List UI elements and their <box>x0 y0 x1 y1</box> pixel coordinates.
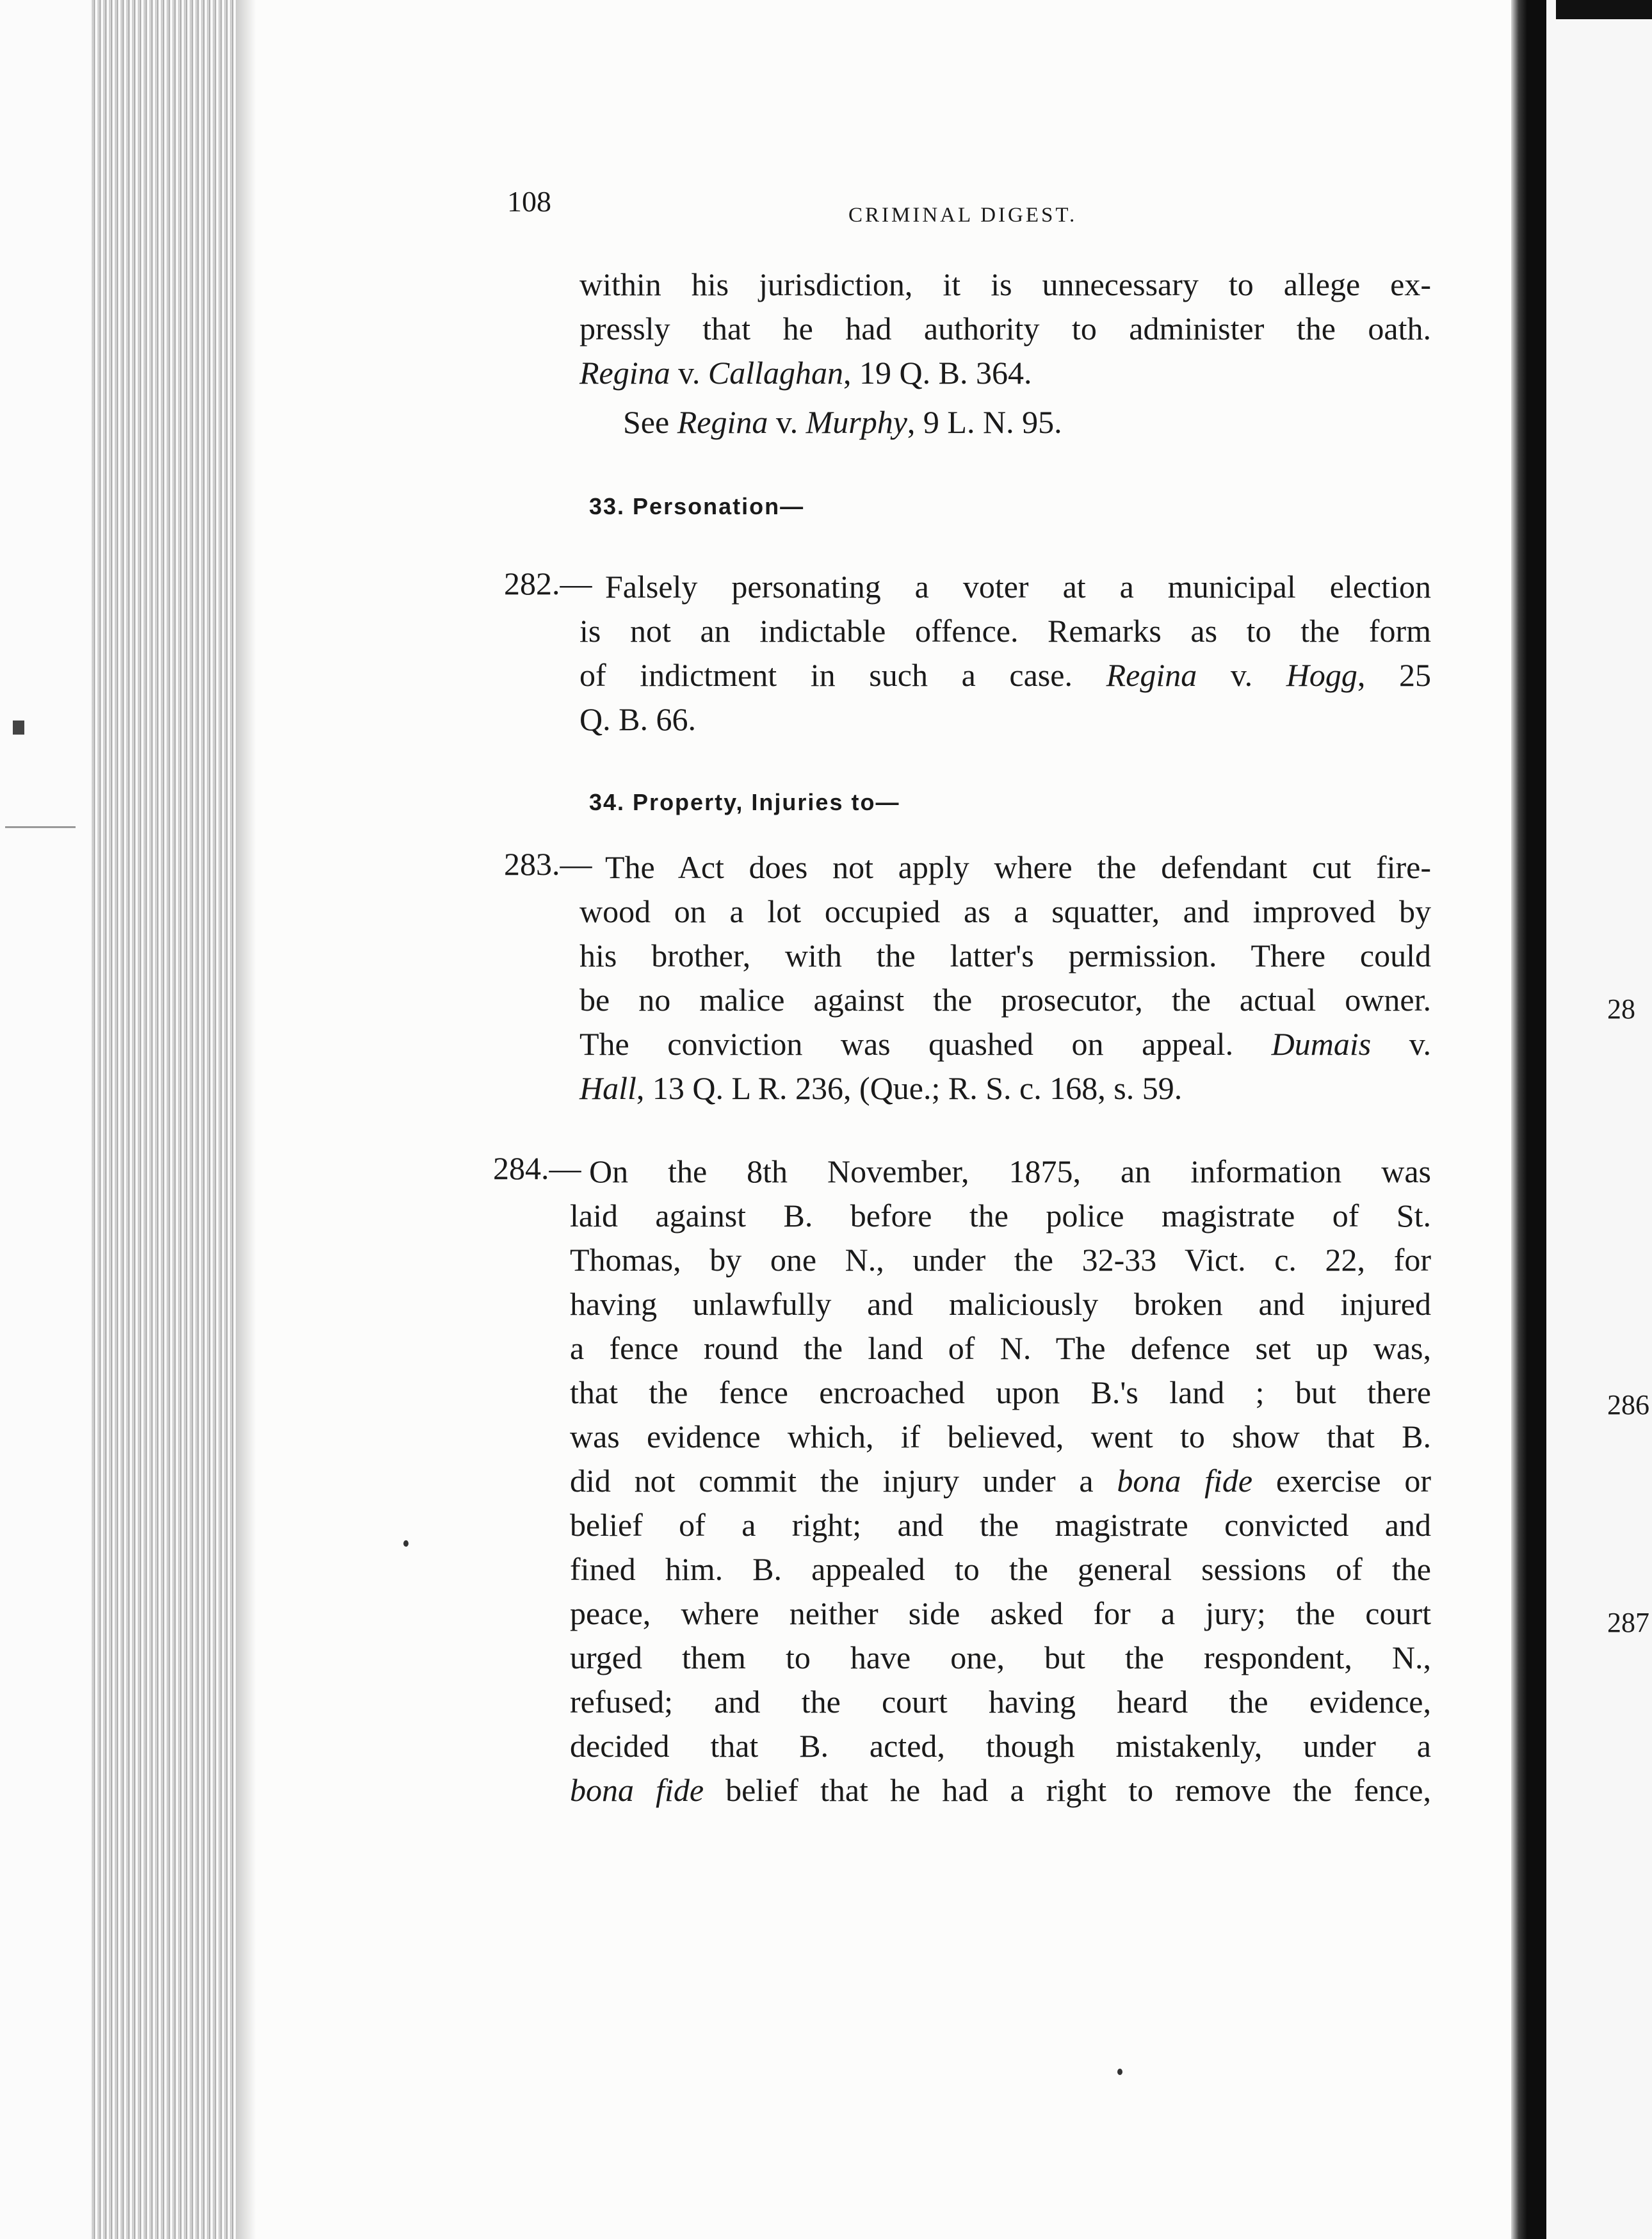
text-line: having unlawfully and maliciously broken and injured <box>570 1286 1431 1322</box>
page-edge-stack <box>90 0 237 2239</box>
text-line: did not commit the injury under a bona fide exercise or <box>570 1463 1431 1499</box>
text-line: peace, where neither side asked for a jury; the court <box>570 1595 1431 1631</box>
text-line: Hall, 13 Q. L R. 236, (Que.; R. S. c. 168, s. 59. <box>579 1070 1183 1106</box>
text-line: Regina v. Callaghan, 19 Q. B. 364. <box>579 355 1032 391</box>
text-line: The conviction was quashed on appeal. Dumais v. <box>579 1026 1431 1062</box>
case-paragraph <box>570 1150 1431 1812</box>
page-edge-shadow <box>237 0 256 2239</box>
section-heading: 33. Personation— <box>589 493 805 519</box>
text-line: be no malice against the prosecutor, the actual owner. <box>579 982 1431 1018</box>
case-number: 283.— <box>504 846 592 882</box>
facing-page-number: 287 <box>1607 1607 1649 1638</box>
see-also-line <box>623 400 1455 444</box>
text-line: belief of a right; and the magistrate convicted and <box>570 1507 1431 1543</box>
case-paragraph <box>579 845 1431 1111</box>
facing-page-top-mark <box>1556 0 1652 19</box>
text-line: his brother, with the latter's permission. There could <box>579 938 1431 973</box>
facing-page-number: 28 <box>1607 993 1635 1025</box>
case-number: 282.— <box>504 566 592 601</box>
ink-dot <box>1117 2069 1122 2075</box>
text-line: within his jurisdiction, it is unnecessary to allege ex- <box>579 266 1431 302</box>
section-heading: 34. Property, Injuries to— <box>589 789 900 815</box>
left-margin <box>0 0 90 2239</box>
text-line: was evidence which, if believed, went to show that B. <box>570 1419 1431 1454</box>
text-line: urged them to have one, but the respondent, N., <box>570 1640 1431 1675</box>
page-number: 108 <box>507 185 551 218</box>
running-head: CRIMINAL DIGEST. <box>848 204 1078 227</box>
text-line: Q. B. 66. <box>579 701 696 737</box>
text-line: that the fence encroached upon B.'s land ; but there <box>570 1374 1431 1410</box>
book-gutter <box>1511 0 1546 2239</box>
facing-page-edge <box>1546 0 1652 2239</box>
case-paragraph <box>579 565 1431 742</box>
text-line: pressly that he had authority to administer the oath. <box>579 311 1431 346</box>
text-line: decided that B. acted, though mistakenly, under a <box>570 1728 1431 1764</box>
text-line: See Regina v. Murphy, 9 L. N. 95. <box>623 404 1062 440</box>
margin-speck <box>13 721 24 735</box>
text-line: wood on a lot occupied as a squatter, and improved by <box>579 893 1431 929</box>
text-line: of indictment in such a case. Regina v. Hogg, 25 <box>579 657 1431 693</box>
text-line: Thomas, by one N., under the 32-33 Vict. c. 22, for <box>570 1242 1431 1278</box>
text-line: laid against B. before the police magistrate of St. <box>570 1198 1431 1233</box>
text-line: Falsely personating a voter at a municipal election <box>605 569 1431 605</box>
text-line: is not an indictable offence. Remarks as to the form <box>579 613 1431 649</box>
facing-page-number: 286 <box>1607 1389 1649 1421</box>
continuation-paragraph <box>579 263 1431 395</box>
text-line: The Act does not apply where the defendant cut fire- <box>605 849 1431 885</box>
ink-dot <box>403 1540 409 1547</box>
margin-speck <box>5 826 76 828</box>
case-number: 284.— <box>493 1150 581 1186</box>
text-line: On the 8th November, 1875, an information was <box>589 1153 1431 1189</box>
text-line: fined him. B. appealed to the general sessions of the <box>570 1551 1431 1587</box>
text-line: refused; and the court having heard the evidence, <box>570 1684 1431 1720</box>
text-line: a fence round the land of N. The defence set up was, <box>570 1330 1431 1366</box>
text-line: bona fide belief that he had a right to remove the fence, <box>570 1772 1431 1808</box>
